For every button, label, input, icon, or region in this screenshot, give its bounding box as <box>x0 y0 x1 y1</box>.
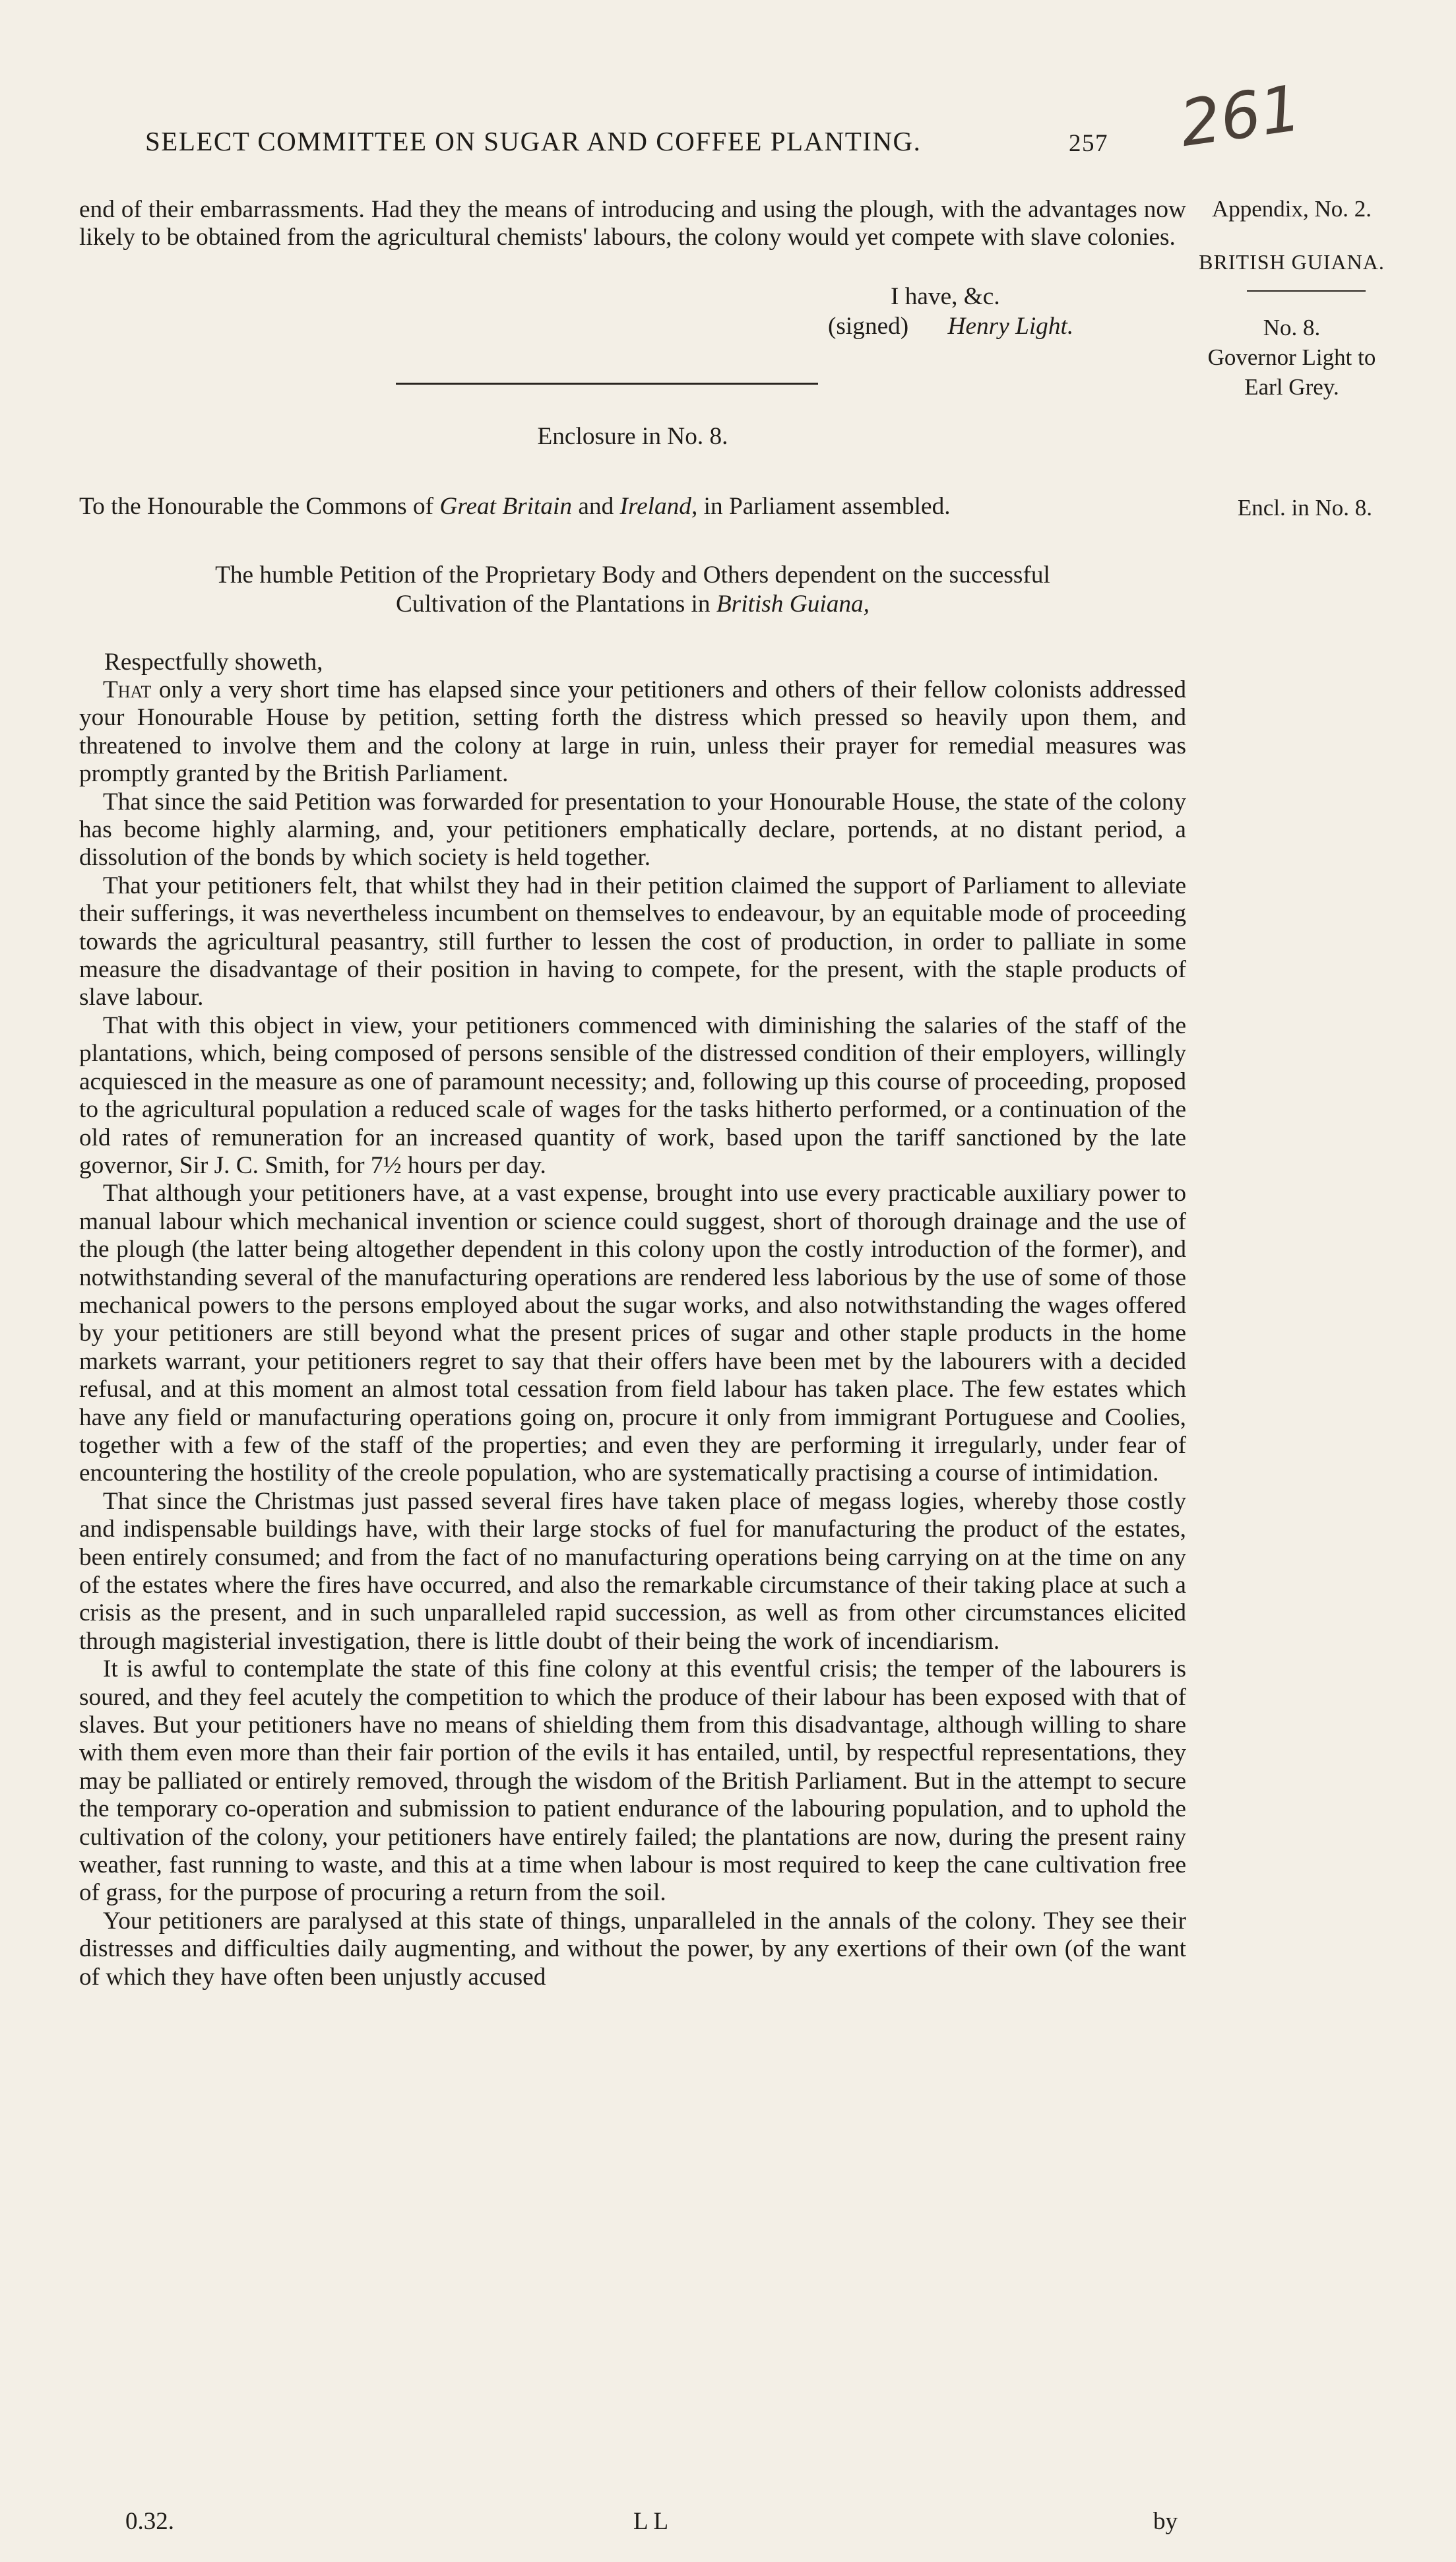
petition-title-line2-prefix: Cultivation of the Plantations in <box>396 591 716 618</box>
running-header <box>145 125 1201 157</box>
paragraph-2: That since the said Petition was forwarded for presentation to your Honourable House, the state of the colony has become highly alarming, and, your petitioners emphatically declare, portends, at no distant period, a dissolution of the bonds by which society is held together. <box>79 788 1186 872</box>
margin-colony <box>1193 247 1391 276</box>
margin-letter-desc-2: Earl Grey. <box>1244 374 1339 400</box>
address-great-britain: Great Britain <box>439 493 573 520</box>
margin-letter-desc-1: Governor Light to <box>1207 344 1376 370</box>
page-number: 257 <box>1069 130 1108 157</box>
petition-title-line2 <box>79 590 1186 619</box>
address-suffix: in Parliament assembled. <box>697 493 951 520</box>
paragraph-4: That with this object in view, your petitioners commenced with diminishing the salaries of the staff of the plantations, which, being composed of persons sensible of the distressed condition of their employers, willingly acquiesced in the measure as one of paramount necessity; and, following up this course of proceeding, proposed to the agricultural population a reduced scale of wages for the tasks hitherto performed, or a continuation of the old rates of remuneration for an increased quantity of work, based upon the tariff sanctioned by the late governor, Sir J. C. Smith, for 7½ hours per day. <box>79 1011 1186 1179</box>
paragraph-1 <box>79 676 1186 788</box>
paragraph-6: That since the Christmas just passed several fires have taken place of megass logies, whereby those costly and indispensable buildings have, with their large stocks of fuel for manufacturing the product of the estates, been entirely consumed; and from the fact of no manufacturing operations being carrying on at the time on any of the estates where the fires have occurred, and also the remarkable circumstance of their taking place at such a crisis as the present, and in such unparalleled rapid succession, as well as from other circumstances elicited through magisterial investigation, there is little doubt of their being the work of incendiarism. <box>79 1487 1186 1655</box>
address-and: and <box>572 493 620 520</box>
handwritten-folio-number: 261 <box>1175 71 1306 162</box>
section-rule <box>396 383 818 385</box>
petition-address <box>79 492 1186 521</box>
showeth: Respectfully showeth, <box>104 649 323 676</box>
paragraph-7: It is awful to contemplate the state of this fine colony at this eventful crisis; the temper of the labourers is soured, and they feel acutely the competition to which the produce of their labour has been exposed with that of slaves. But your petitioners have no means of shielding them from this disadvantage, although willing to share with them even more than their fair portion of the evils it has entailed, until, by respectful representations, they may be palliated or entirely removed, through the wisdom of the British Parliament. But in the attempt to secure the temporary co-operation and submission to patient endurance of the labouring population, and to uphold the cultivation of the colony, your petitioners have entirely failed; the plantations are now, during the present rainy weather, fast running to waste, and this at a time when labour is most required to keep the cane cultivation free of grass, for the purpose of procuring a return from the soil. <box>79 1655 1186 1907</box>
paragraph-1-text: only a very short time has elapsed since your petitioners and others of their fellow colonists addressed your Honourable House by petition, setting forth the distress which pressed so heavily upon them, and threatened to involve them and the colony at large in ruin, unless their prayer for remedial measures was promptly granted by the British Parliament. <box>79 676 1186 788</box>
footer-sheet-number: 0.32. <box>125 2508 174 2535</box>
footer-catchword: by <box>1153 2508 1178 2535</box>
petition-title-line1: The humble Petition of the Proprietary Body and Others dependent on the successful <box>215 561 1050 589</box>
letter-paragraph <box>79 196 1186 252</box>
margin-letter-no: No. 8. <box>1263 315 1321 340</box>
address-prefix: To the Honourable the Commons of <box>79 493 440 520</box>
paragraph-8: Your petitioners are paralysed at this state of things, unparalleled in the annals of the colony. They see their distresses and difficulties daily augmenting, and without the power, by any exertions of their own (of the want of which they have often been unjustly accused <box>79 1907 1186 1991</box>
margin-colony-text: BRITISH GUIANA. <box>1199 250 1385 274</box>
paragraph-5: That although your petitioners have, at a vast expense, brought into use every practicable auxiliary power to manual labour which mechanical invention or science could suggest, short of thorough drainage and the use of the plough (the latter being altogether dependent in this colony upon the costly introduction of the former), and notwithstanding several of the manufacturing operations are rendered less laborious by the use of some of those mechanical powers to the persons employed about the sugar works, and also notwithstanding the wages offered by your petitioners are still beyond what the present prices of sugar and other staple products in the home markets warrant, your petitioners regret to say that their offers have been met by the labourers with a decided refusal, and at this moment an almost total cessation from field labour has taken place. The few estates which have any field or manufacturing operations going on, procure it only from immigrant Portuguese and Coolies, together with a few of the staff of the properties; and even they are performing it irregularly, under fear of encountering the hostility of the creole population, who are systematically practising a course of intimidation. <box>79 1180 1186 1487</box>
signature-line <box>828 312 1073 340</box>
petition-title-line2-italic: British Guiana, <box>716 591 870 618</box>
enclosure-heading: Enclosure in No. 8. <box>537 423 728 450</box>
paragraph-3: That your petitioners felt, that whilst they had in their petition claimed the support of Parliament to alleviate their sufferings, it was nevertheless incumbent on themselves to endeavour, by an equitable mode of proceeding towards the agricultural peasantry, still further to lessen the cost of production, in order to palliate in some measure the disadvantage of their position in having to compete, for the present, with the staple products of slave labour. <box>79 872 1186 1011</box>
margin-enclosure: Encl. in No. 8. <box>1237 495 1373 521</box>
petition-body <box>79 676 1186 1991</box>
signed-label: (signed) <box>828 313 909 340</box>
margin-rule <box>1247 290 1366 292</box>
address-ireland: Ireland, <box>619 493 698 520</box>
footer-signature-mark: L L <box>633 2508 669 2535</box>
letter-text: end of their embarrassments. Had they the means of introducing and using the plough, with the advantages now likely to be obtained from the agricultural chemists' labours, the colony would yet compete with slave colonies. <box>79 196 1186 251</box>
header-title: SELECT COMMITTEE ON SUGAR AND COFFEE PLANTING. <box>145 126 922 156</box>
signature: Henry Light. <box>947 313 1074 340</box>
margin-appendix: Appendix, No. 2. <box>1211 196 1372 222</box>
paragraph-1-first-word: That <box>103 676 152 703</box>
letter-closing: I have, &c. <box>891 283 1000 310</box>
petition-title <box>79 561 1186 619</box>
